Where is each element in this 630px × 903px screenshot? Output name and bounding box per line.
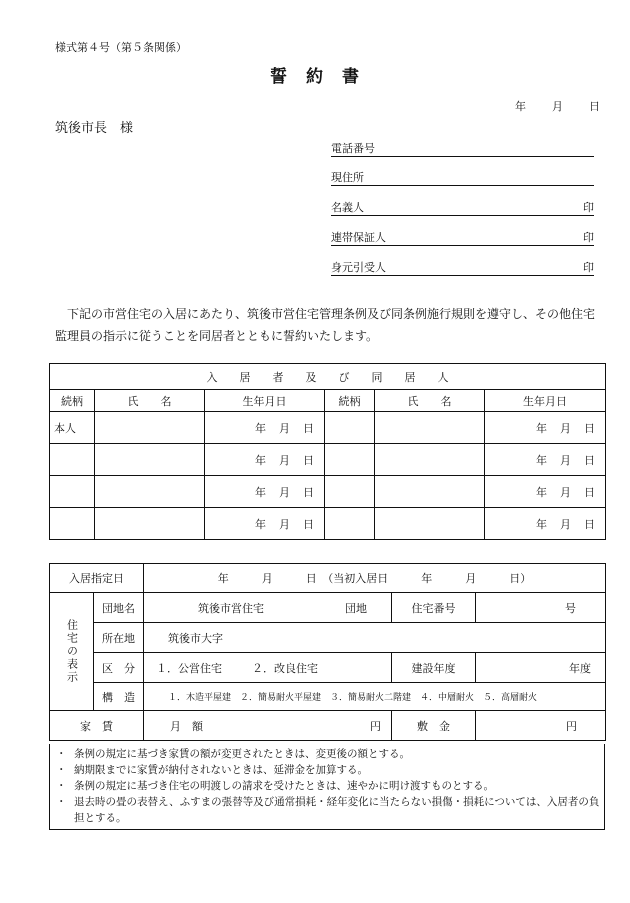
holder-label: 名義人	[331, 201, 364, 214]
ymd-year: 年	[255, 485, 266, 499]
document-title: 誓 約 書	[270, 67, 360, 87]
ymd-day: 日	[584, 485, 596, 499]
guarantor-field[interactable]	[331, 231, 594, 246]
col-name-2: 氏 名	[375, 390, 485, 412]
complex-value: 筑後市営住宅	[198, 601, 264, 615]
deposit-label: 敷 金	[392, 711, 476, 741]
birth-cell[interactable]	[485, 412, 606, 444]
notes-list	[49, 744, 605, 830]
build-year-label: 建設年度	[392, 653, 476, 683]
monthly-label: 月 額	[170, 719, 203, 733]
deposit-field[interactable]	[476, 711, 606, 741]
ymd-month: 月	[279, 485, 290, 499]
birth-cell[interactable]	[205, 508, 325, 540]
table-row	[50, 412, 606, 444]
relation-cell[interactable]: 本人	[50, 412, 95, 444]
ymd-day: 日	[303, 453, 314, 467]
ymd-month: 月	[560, 421, 572, 435]
relation-cell[interactable]	[50, 444, 95, 476]
table-row	[50, 476, 606, 508]
complex-label: 団地名	[94, 593, 144, 623]
ymd-day: 日	[303, 517, 314, 531]
rent-yen: 円	[370, 719, 381, 733]
name-cell[interactable]	[95, 444, 205, 476]
phone-field[interactable]	[331, 142, 594, 157]
location-value: 筑後市大字	[168, 631, 223, 645]
ymd-year: 年	[536, 517, 548, 531]
birth-cell[interactable]	[485, 476, 606, 508]
residents-column-headers	[50, 390, 606, 412]
date-day: 日	[589, 100, 600, 113]
house-no-field[interactable]	[476, 593, 606, 623]
rent-label: 家 賃	[50, 711, 144, 741]
ymd-year: 年	[255, 517, 266, 531]
ymd-month: 月	[279, 421, 290, 435]
housing-section-label	[50, 593, 94, 711]
name-cell[interactable]	[375, 508, 485, 540]
house-no-label: 住宅番号	[392, 593, 476, 623]
complex-field[interactable]	[144, 593, 392, 623]
table-row	[50, 444, 606, 476]
form-number: 様式第４号（第５条関係）	[55, 41, 187, 54]
name-cell[interactable]	[375, 412, 485, 444]
sponsor-field[interactable]	[331, 261, 594, 276]
name-cell[interactable]	[95, 412, 205, 444]
designated-date-field[interactable]: 年 月 日 （当初入居日 年 月 日）	[144, 564, 606, 593]
col-name: 氏 名	[95, 390, 205, 412]
birth-cell[interactable]	[205, 444, 325, 476]
relation-cell[interactable]	[325, 412, 375, 444]
pledge-text: 下記の市営住宅の入居にあたり、筑後市営住宅管理条例及び同条例施行規則を遵守し、その他住宅監理員の指示に従うことを同居者とともに誓約いたします。	[55, 307, 596, 343]
sponsor-seal: 印	[583, 261, 594, 274]
ymd-month: 月	[560, 485, 572, 499]
holder-seal: 印	[583, 201, 594, 214]
col-birth: 生年月日	[205, 390, 325, 412]
ymd-year: 年	[536, 485, 548, 499]
build-year-suffix: 年度	[569, 661, 591, 675]
designated-date-label: 入居指定日	[50, 564, 144, 593]
category-option-1[interactable]: １．公営住宅	[156, 661, 222, 675]
housing-table	[49, 563, 606, 741]
relation-cell[interactable]	[325, 508, 375, 540]
ymd-day: 日	[303, 421, 314, 435]
complex-suffix: 団地	[345, 601, 367, 615]
note-item: ・ 条例の規定に基づき住宅の明渡しの請求を受けたときは、速やかに明け渡すものとする。	[56, 778, 600, 794]
rent-field[interactable]	[144, 711, 392, 741]
category-label: 区 分	[94, 653, 144, 683]
note-item: ・ 条例の規定に基づき家賃の額が変更されたときは、変更後の額とする。	[56, 746, 600, 762]
residents-table	[49, 363, 606, 540]
ymd-year: 年	[255, 453, 266, 467]
ymd-year: 年	[536, 421, 548, 435]
deposit-yen: 円	[566, 719, 577, 733]
name-cell[interactable]	[95, 508, 205, 540]
ymd-day: 日	[584, 453, 596, 467]
phone-label: 電話番号	[331, 142, 375, 155]
addressee: 筑後市長 様	[55, 121, 134, 136]
name-cell[interactable]	[95, 476, 205, 508]
birth-cell[interactable]	[485, 444, 606, 476]
ymd-year: 年	[536, 453, 548, 467]
birth-cell[interactable]	[485, 508, 606, 540]
sponsor-label: 身元引受人	[331, 261, 386, 274]
birth-cell[interactable]	[205, 412, 325, 444]
build-year-field[interactable]	[476, 653, 606, 683]
structure-label: 構 造	[94, 683, 144, 711]
date-line	[515, 98, 600, 114]
date-month: 月	[552, 100, 563, 113]
relation-cell[interactable]	[325, 476, 375, 508]
relation-cell[interactable]	[50, 476, 95, 508]
address-label: 現住所	[331, 171, 364, 184]
col-birth-2: 生年月日	[485, 390, 606, 412]
structure-field[interactable]	[144, 683, 606, 711]
name-cell[interactable]	[375, 476, 485, 508]
ymd-day: 日	[584, 421, 596, 435]
housing-section-text: 住宅の表示	[65, 619, 79, 684]
relation-cell[interactable]	[50, 508, 95, 540]
residents-header: 入 居 者 及 び 同 居 人	[50, 364, 606, 390]
note-item: ・ 退去時の畳の表替え、ふすまの張替等及び通常損耗・経年変化に当たらない損傷・損耗については、入居者の負担とする。	[56, 794, 600, 826]
birth-cell[interactable]	[205, 476, 325, 508]
col-relation-2: 続柄	[325, 390, 375, 412]
category-field[interactable]	[144, 653, 392, 683]
ymd-month: 月	[279, 517, 290, 531]
category-option-2[interactable]: ２．改良住宅	[252, 661, 318, 675]
table-row	[50, 508, 606, 540]
ymd-day: 日	[303, 485, 314, 499]
ymd-day: 日	[584, 517, 596, 531]
ymd-month: 月	[560, 453, 572, 467]
col-relation: 続柄	[50, 390, 95, 412]
ymd-month: 月	[560, 517, 572, 531]
date-year: 年	[515, 100, 526, 113]
location-label: 所在地	[94, 623, 144, 653]
guarantor-label: 連帯保証人	[331, 231, 386, 244]
ymd-month: 月	[279, 453, 290, 467]
address-field[interactable]	[331, 171, 594, 186]
structure-options: １．木造平屋建 ２．簡易耐火平屋建 ３．簡易耐火二階建 ４．中層耐火 ５．高層耐火	[168, 693, 538, 703]
holder-field[interactable]	[331, 201, 594, 216]
house-no-suffix: 号	[565, 601, 576, 615]
relation-cell[interactable]	[325, 444, 375, 476]
guarantor-seal: 印	[583, 231, 594, 244]
ymd-year: 年	[255, 421, 266, 435]
name-cell[interactable]	[375, 444, 485, 476]
location-field[interactable]	[144, 623, 606, 653]
note-item: ・ 納期限までに家賃が納付されないときは、延滞金を加算する。	[56, 762, 600, 778]
